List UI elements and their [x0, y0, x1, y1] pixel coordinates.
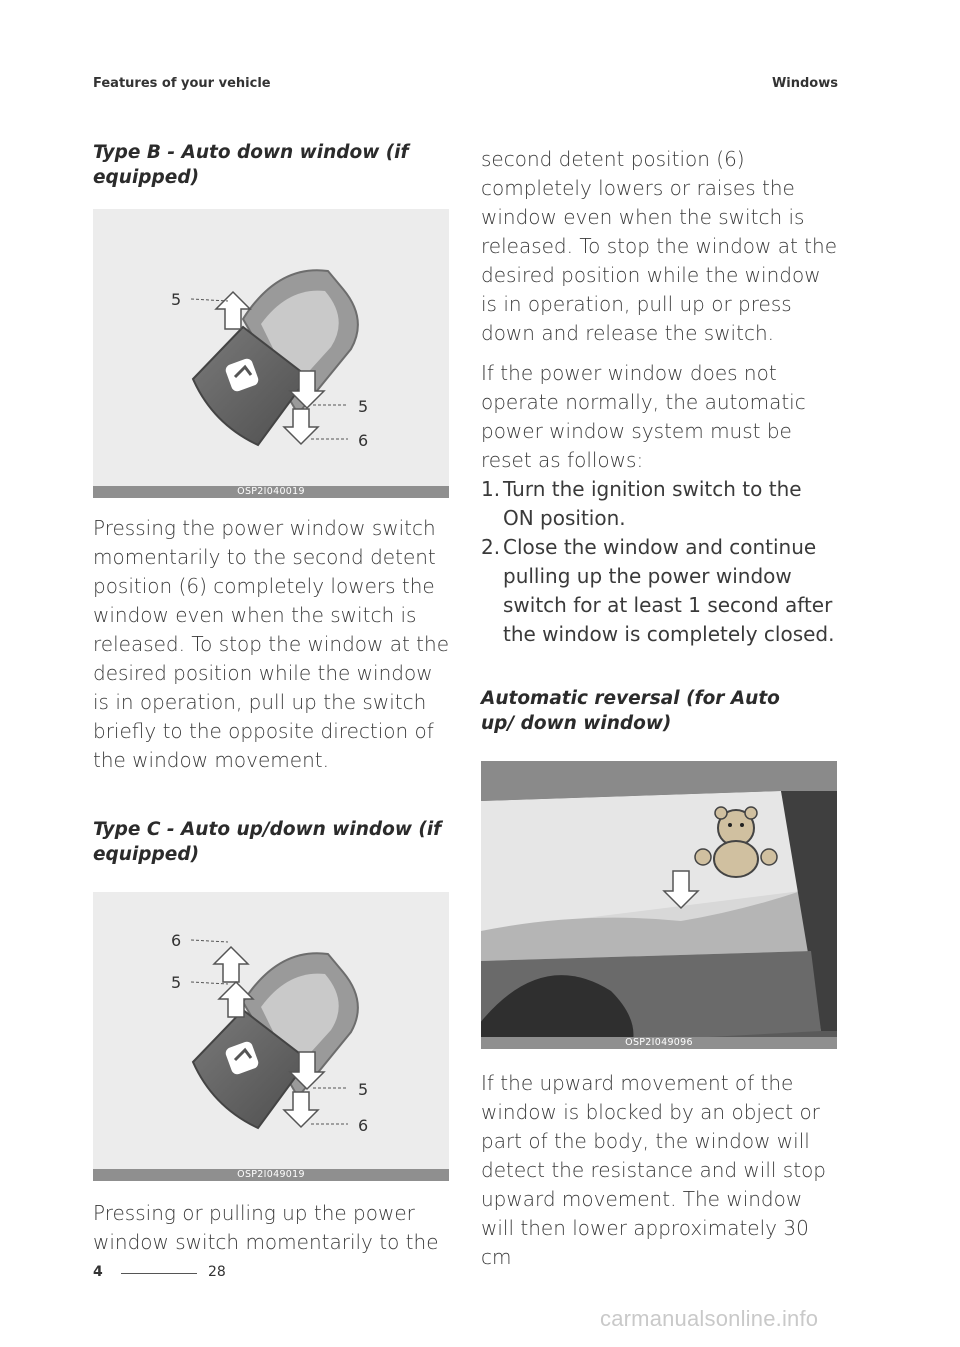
reset-step-2: 2. Close the window and continue pulling up the power window switch for at least 1 second after the window is completely closed.: [481, 535, 835, 646]
right-column: [481, 140, 837, 1272]
footer-page-number: 28: [208, 1264, 226, 1280]
figure-auto-reversal: [481, 761, 837, 1049]
label-6-down: 6: [358, 431, 369, 450]
label-5-up: 5: [171, 290, 182, 309]
car-window-illustration: [481, 761, 837, 1049]
reversal-body: If the upward movement of the window is blocked by an object or part of the body, the window will detect the resistance and will stop upward movement. The window will then lower approximately 30 cm: [481, 1071, 826, 1269]
footer-chapter-number: 4: [93, 1264, 103, 1280]
type-c-heading: Type C - Auto up/down window (if equipped): [93, 819, 442, 865]
footer-divider: [121, 1273, 197, 1274]
header-chapter: Windows: [771, 76, 838, 91]
switch-illustration-c: [93, 892, 449, 1181]
label-5-up: 5: [171, 973, 182, 992]
reset-intro: If the power window does not operate normally, the automatic power window system must be reset as follows:: [481, 361, 806, 472]
header-section: Features of your vehicle: [93, 76, 271, 91]
type-b-body: Pressing the power window switch momentarily to the second detent position (6) completely lowers the window even when the switch is released. To stop the window at the desired position while the window is in operation, pull up the switch briefly to the opposite direction of the window movement.: [93, 516, 449, 772]
label-5-down: 5: [358, 1080, 369, 1099]
reversal-heading: Automatic reversal (for Auto up/ down window): [481, 688, 780, 734]
switch-illustration-b: [93, 209, 449, 498]
figure1-caption: OSP2I040019: [93, 486, 449, 498]
figure3-caption: OSP2I049096: [481, 1037, 837, 1049]
figure-type-b-switch: [93, 209, 449, 498]
label-6-down: 6: [358, 1116, 369, 1135]
left-column: [93, 140, 449, 1257]
reset-step-1: 1. Turn the ignition switch to the ON position.: [481, 477, 802, 530]
figure-type-c-switch: [93, 892, 449, 1181]
reset-steps: [481, 475, 837, 649]
label-6-up: 6: [171, 931, 182, 950]
type-c-body: Pressing or pulling up the power window switch momentarily to the: [93, 1201, 439, 1254]
figure2-caption: OSP2I049019: [93, 1169, 449, 1181]
type-c-body-cont: second detent position (6) completely lowers or raises the window even when the switch is released. To stop the window at the desired position while the window is in operation, pull up or press down and release the switch.: [481, 147, 837, 345]
type-b-heading: Type B - Auto down window (if equipped): [93, 142, 409, 188]
label-5-down: 5: [358, 397, 369, 416]
watermark: carmanualsonline.info: [600, 1306, 819, 1331]
